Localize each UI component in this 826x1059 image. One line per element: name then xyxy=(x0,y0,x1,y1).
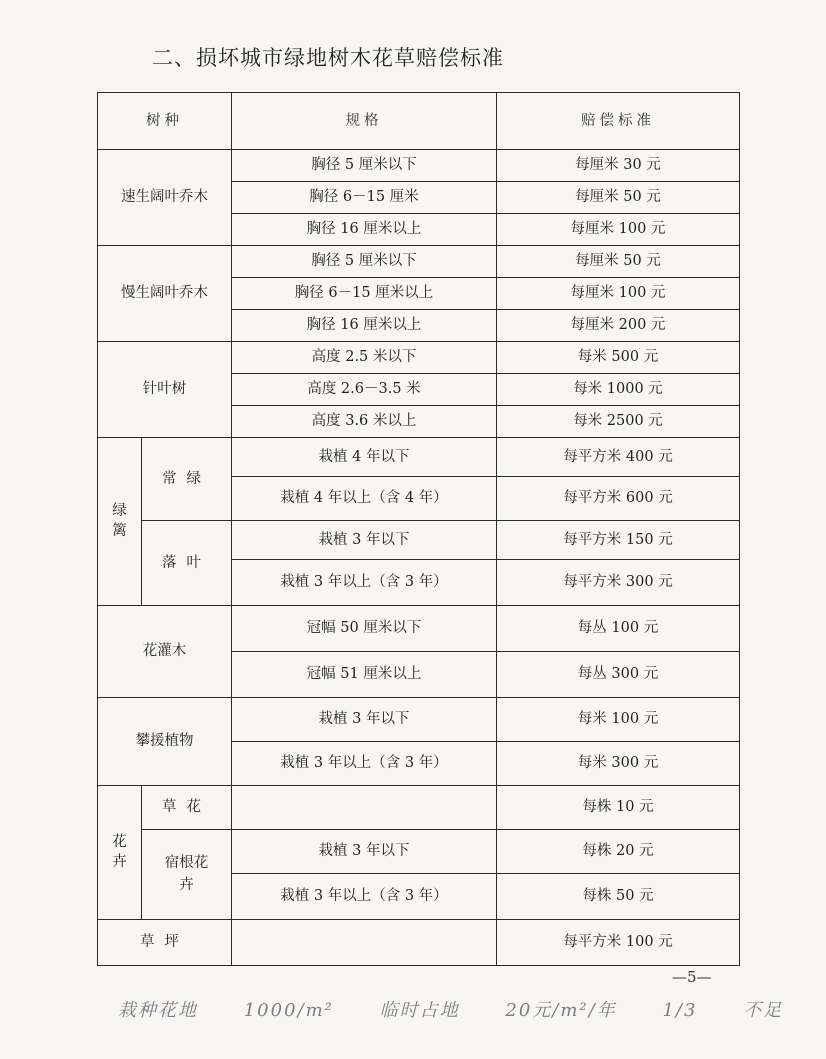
price-cell: 每平方米 100 元 xyxy=(497,920,740,966)
page-title: 二、损坏城市绿地树木花草赔偿标准 xyxy=(152,46,504,70)
subspecies-cell: 草花 xyxy=(142,786,232,830)
table-row xyxy=(98,150,740,182)
price-cell: 每平方米 300 元 xyxy=(497,560,740,606)
spec-cell: 栽植 3 年以下 xyxy=(232,830,497,874)
spec-cell: 高度 2.5 米以下 xyxy=(232,342,497,374)
species-cell: 针叶树 xyxy=(98,342,232,438)
price-cell: 每厘米 50 元 xyxy=(497,182,740,214)
species-cell: 草坪 xyxy=(98,920,232,966)
price-cell: 每厘米 100 元 xyxy=(497,278,740,310)
spec-cell: 高度 3.6 米以上 xyxy=(232,406,497,438)
table-row xyxy=(98,342,740,374)
spec-cell: 栽植 3 年以上（含 3 年） xyxy=(232,874,497,920)
spec-cell: 栽植 3 年以下 xyxy=(232,521,497,560)
handwritten-note: 栽种花地 xyxy=(118,1000,198,1021)
spec-cell xyxy=(232,920,497,966)
spec-cell: 栽植 3 年以上（含 3 年） xyxy=(232,742,497,786)
price-cell: 每米 2500 元 xyxy=(497,406,740,438)
compensation-table xyxy=(97,92,740,966)
header-species: 树种 xyxy=(98,93,232,150)
spec-cell: 冠幅 50 厘米以下 xyxy=(232,606,497,652)
spec-cell: 冠幅 51 厘米以上 xyxy=(232,652,497,698)
spec-cell: 栽植 3 年以下 xyxy=(232,698,497,742)
hedge-label: 绿篱 xyxy=(112,502,127,539)
subspecies-cell xyxy=(142,830,232,920)
handwritten-note: 1/3 xyxy=(662,1000,698,1021)
price-cell: 每米 300 元 xyxy=(497,742,740,786)
price-cell: 每株 50 元 xyxy=(497,874,740,920)
price-cell: 每厘米 200 元 xyxy=(497,310,740,342)
price-cell: 每米 100 元 xyxy=(497,698,740,742)
flowers-label: 花卉 xyxy=(112,833,127,870)
price-cell: 每米 1000 元 xyxy=(497,374,740,406)
spec-cell: 胸径 16 厘米以上 xyxy=(232,310,497,342)
price-cell: 每平方米 400 元 xyxy=(497,438,740,477)
handwritten-note: 1000/m² xyxy=(243,1000,334,1021)
price-cell: 每厘米 50 元 xyxy=(497,246,740,278)
spec-cell: 栽植 4 年以下 xyxy=(232,438,497,477)
price-cell: 每厘米 30 元 xyxy=(497,150,740,182)
subspecies-cell: 常绿 xyxy=(142,438,232,521)
handwritten-note: 不足 xyxy=(743,1000,784,1021)
price-cell: 每株 20 元 xyxy=(497,830,740,874)
table-row xyxy=(98,698,740,742)
spec-cell: 胸径 5 厘米以下 xyxy=(232,246,497,278)
species-cell: 慢生阔叶乔木 xyxy=(98,246,232,342)
table-row xyxy=(98,521,740,560)
table-row xyxy=(98,438,740,477)
spec-cell: 栽植 4 年以上（含 4 年） xyxy=(232,477,497,521)
species-cell xyxy=(98,438,142,606)
price-cell: 每厘米 100 元 xyxy=(497,214,740,246)
perennial-label: 宿根花卉 xyxy=(164,854,209,893)
spec-cell xyxy=(232,786,497,830)
table-row xyxy=(98,920,740,966)
header-price: 赔偿标准 xyxy=(497,93,740,150)
spec-cell: 胸径 16 厘米以上 xyxy=(232,214,497,246)
species-cell: 速生阔叶乔木 xyxy=(98,150,232,246)
table-row xyxy=(98,786,740,830)
spec-cell: 栽植 3 年以上（含 3 年） xyxy=(232,560,497,606)
handwritten-note: 临时占地 xyxy=(379,1000,460,1021)
price-cell: 每平方米 150 元 xyxy=(497,521,740,560)
spec-cell: 胸径 6－15 厘米以上 xyxy=(232,278,497,310)
table-row xyxy=(98,606,740,652)
handwritten-notes xyxy=(118,996,821,1022)
species-cell: 花灌木 xyxy=(98,606,232,698)
species-cell xyxy=(98,786,142,920)
table-row xyxy=(98,246,740,278)
table-row xyxy=(98,830,740,874)
price-cell: 每株 10 元 xyxy=(497,786,740,830)
spec-cell: 高度 2.6－3.5 米 xyxy=(232,374,497,406)
price-cell: 每丛 300 元 xyxy=(497,652,740,698)
price-cell: 每平方米 600 元 xyxy=(497,477,740,521)
species-cell: 攀援植物 xyxy=(98,698,232,786)
subspecies-cell: 落叶 xyxy=(142,521,232,606)
handwritten-note: 20元/m²/年 xyxy=(505,1000,617,1021)
price-cell: 每米 500 元 xyxy=(497,342,740,374)
page-number: —5— xyxy=(672,968,712,986)
price-cell: 每丛 100 元 xyxy=(497,606,740,652)
spec-cell: 胸径 6－15 厘米 xyxy=(232,182,497,214)
spec-cell: 胸径 5 厘米以下 xyxy=(232,150,497,182)
header-spec: 规格 xyxy=(232,93,497,150)
